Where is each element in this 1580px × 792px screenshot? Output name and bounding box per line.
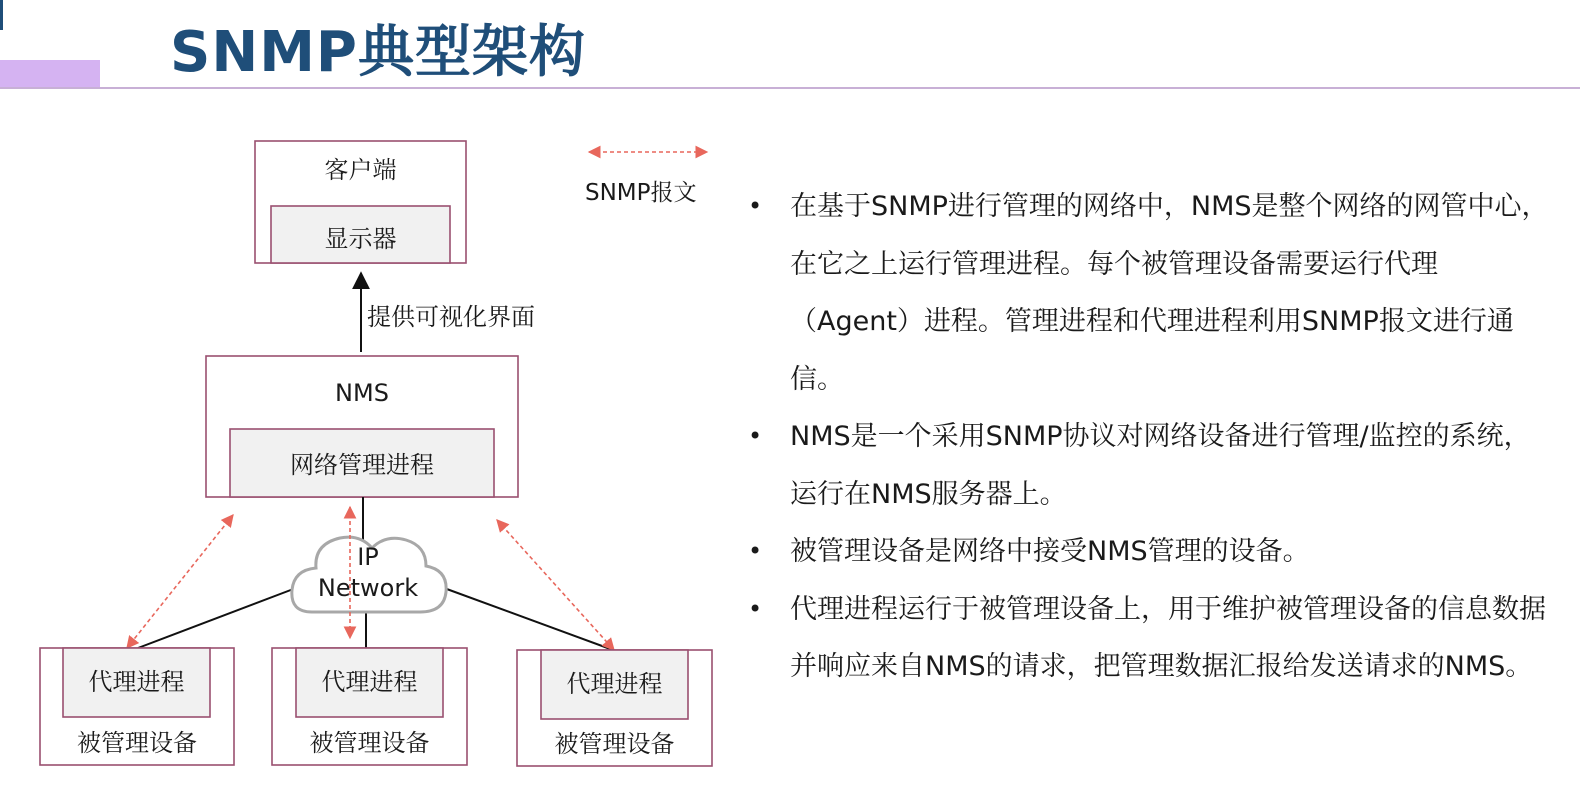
managed-device-label: 被管理设备 bbox=[309, 729, 430, 757]
snmp-arrow-device-3 bbox=[497, 520, 614, 650]
nms-label: NMS bbox=[335, 379, 389, 407]
slide-title: SNMP典型架构 bbox=[170, 20, 586, 85]
bullet-text: 在基于SNMP进行管理的网络中，NMS是整个网络的网管中心，在它之上运行管理进程。每个被管理设备需要运行代理（Agent）进程。管理进程和代理进程利用SNMP报文进行通信。 bbox=[790, 191, 1549, 395]
client-label: 客户端 bbox=[324, 156, 397, 184]
snmp-architecture-diagram bbox=[0, 0, 740, 792]
managed-device-1 bbox=[40, 648, 234, 765]
bullet-dot: • bbox=[748, 192, 763, 220]
managed-device-3 bbox=[517, 650, 712, 766]
managed-device-label: 被管理设备 bbox=[77, 729, 197, 757]
network-label-line2: Network bbox=[317, 574, 419, 602]
legend-label: SNMP报文 bbox=[585, 180, 697, 206]
agent-process-label: 代理进程 bbox=[566, 670, 663, 698]
display-label: 显示器 bbox=[324, 225, 397, 253]
ip-network-cloud bbox=[292, 537, 446, 612]
bullet-dot: • bbox=[748, 594, 763, 623]
bullet-item bbox=[745, 581, 1555, 696]
managed-device-2 bbox=[272, 648, 467, 765]
nms-process-label: 网络管理进程 bbox=[290, 451, 434, 479]
link-device-1 bbox=[138, 588, 296, 648]
bullet-dot: • bbox=[748, 537, 763, 565]
network-label-line1: IP bbox=[357, 543, 379, 571]
snmp-arrow-device-1 bbox=[127, 515, 233, 648]
bullet-item bbox=[745, 523, 1555, 581]
nms-box bbox=[206, 356, 518, 497]
managed-device-label: 被管理设备 bbox=[554, 730, 675, 758]
bullet-text: NMS是一个采用SNMP协议对网络设备进行管理/监控的系统，运行在NMS服务器上。 bbox=[790, 421, 1531, 510]
ui-arrow-label: 提供可视化界面 bbox=[367, 303, 535, 331]
bullet-item bbox=[745, 408, 1555, 523]
client-box bbox=[255, 141, 466, 263]
bullet-item bbox=[745, 178, 1555, 408]
bullet-dot: • bbox=[748, 422, 763, 450]
link-device-3 bbox=[444, 588, 613, 650]
bullet-text: 代理进程运行于被管理设备上，用于维护被管理设备的信息数据并响应来自NMS的请求，把管理数据汇报给发送请求的NMS。 bbox=[790, 593, 1546, 682]
agent-process-label: 代理进程 bbox=[88, 668, 185, 696]
bullet-list bbox=[745, 178, 1555, 696]
agent-process-label: 代理进程 bbox=[321, 668, 418, 696]
bullet-text: 被管理设备是网络中接受NMS管理的设备。 bbox=[790, 536, 1310, 567]
